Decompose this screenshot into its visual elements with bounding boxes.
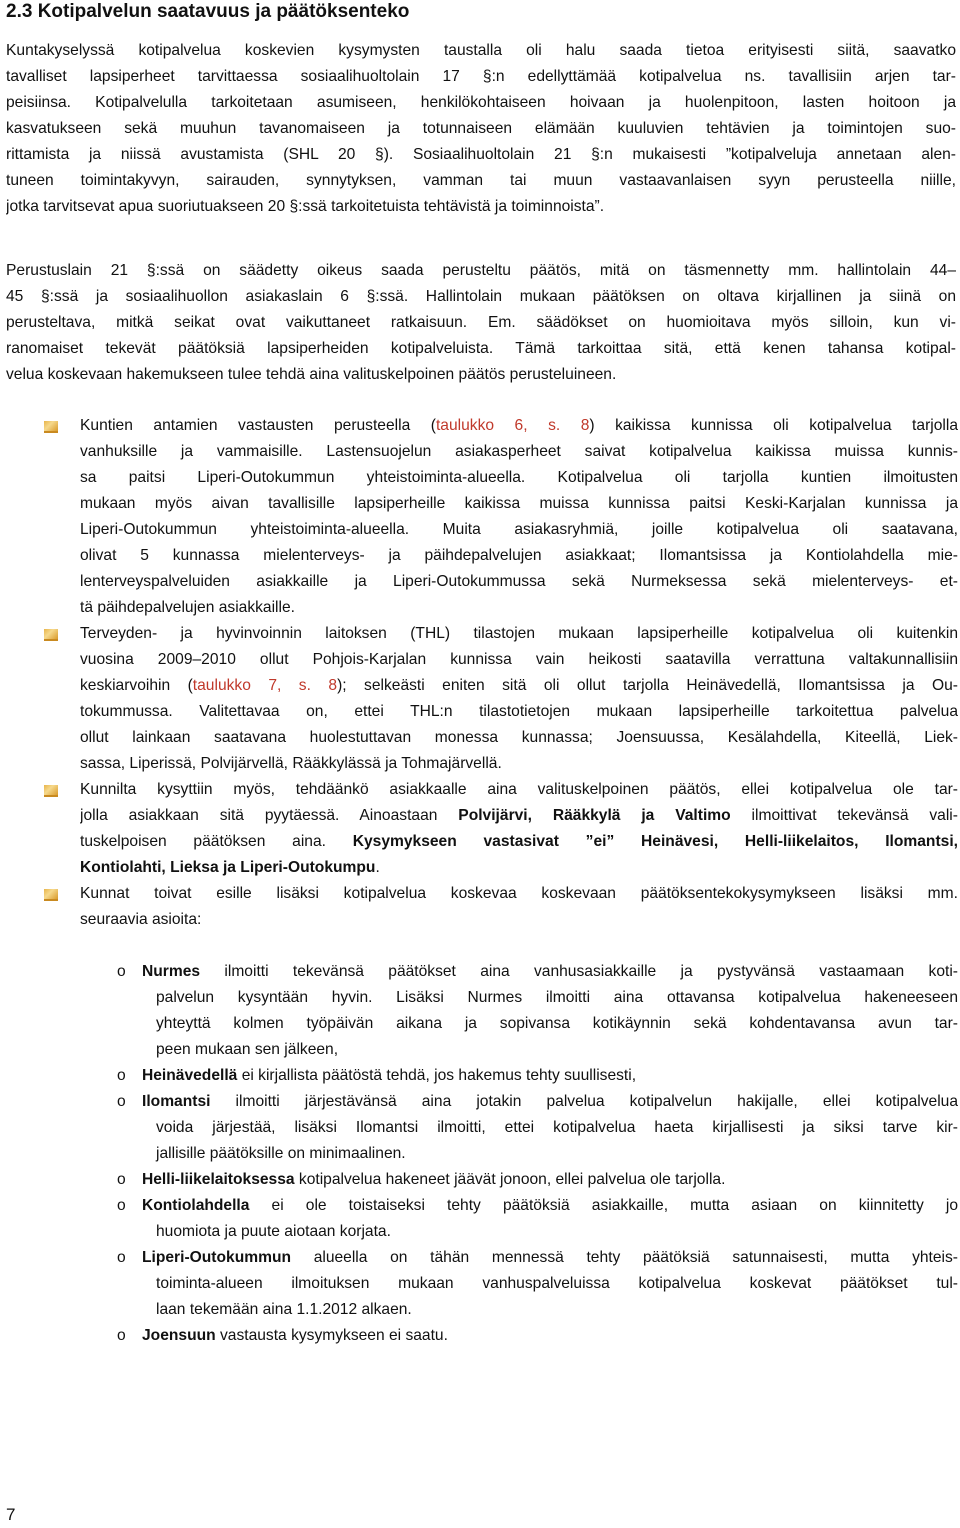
- text-line: [142, 985, 958, 1011]
- list-item-text: alueella on tähän mennessä tehty päätöksiä satunnaisesti, mutta yhteis-: [291, 1249, 958, 1266]
- list-item-text: laan tekemään aina 1.1.2012 alkaen.: [156, 1301, 412, 1318]
- text-line: [80, 413, 958, 439]
- text-line: [6, 284, 956, 310]
- text-line: [80, 829, 958, 855]
- list-item: [142, 1245, 958, 1323]
- text-line: [142, 1193, 958, 1219]
- list-marker: o: [117, 1327, 126, 1344]
- bullet-other-issues: [80, 881, 958, 933]
- list-item-text: ilmoitti järjestävänsä aina jotakin palvelua kotipalvelun hakijalle, ellei kotipalvelua: [210, 1093, 958, 1110]
- text-line: [6, 258, 956, 284]
- text-line: [6, 116, 956, 142]
- text-line: [142, 1141, 958, 1167]
- bullet-1-text: olivat 5 kunnassa mielenterveys- ja päihdepalvelujen asiakkaat; Ilomantsissa ja Kontiolahdella mie-: [80, 547, 958, 564]
- text-line: [80, 881, 958, 907]
- intro-paragraph-line-text: jotka tarvitsevat apua suoriutuakseen 20 §:ssä tarkoitetuista tehtävistä ja toiminnoista”.: [6, 198, 605, 215]
- intro-paragraph-line-text: Kuntakyselyssä kotipalvelua koskevien kysymysten taustalla oli halu saada tietoa erityisesti siitä, saavatko: [6, 42, 956, 59]
- list-item: [142, 959, 958, 1063]
- text-line: [80, 465, 958, 491]
- law-paragraph-line-text: velua koskevaan hakemukseen tulee tehdä aina valituskelpoinen päätös perusteluineen.: [6, 366, 617, 383]
- text-line: [142, 1167, 958, 1193]
- list-item-text: palvelun kysyntään hyvin. Lisäksi Nurmes ilmoitti aina ottavansa kotipalvelua hakeneeseen: [156, 989, 958, 1006]
- bullet-icon: [44, 629, 58, 641]
- list-item-text: peen mukaan sen jälkeen,: [156, 1041, 339, 1058]
- bullet-2-text: ); selkeästi eniten sitä oli ollut tarjolla Heinävedellä, Ilomantsissa ja Ou-: [337, 677, 958, 694]
- bullet-municipal-responses: [80, 413, 958, 621]
- text-line: [80, 777, 958, 803]
- text-line: [142, 1245, 958, 1271]
- text-line: [80, 595, 958, 621]
- list-item-municipality: Joensuun: [142, 1327, 216, 1344]
- bullet-2-text: sassa, Liperissä, Polvijärvellä, Rääkkylässä ja Tohmajärvellä.: [80, 755, 502, 772]
- list-item-municipality: Nurmes: [142, 963, 201, 980]
- bullet-3-text: ilmoittivat tekevänsä vali-: [730, 807, 958, 824]
- bullet-1-text: mukaan myös aivan tavallisille lapsiperheille kaikissa muissa kunnissa paitsi Keski-Karjalan kunnissa ja: [80, 495, 958, 512]
- law-paragraph-line-text: Perustuslain 21 §:ssä on säädetty oikeus saada perusteltu päätös, mitä on täsmennetty mm. hallintolain 44–: [6, 262, 956, 279]
- list-marker: o: [117, 1197, 126, 1214]
- text-line: [142, 1115, 958, 1141]
- bullet-1-text: lenterveyspalveluiden asiakkaille ja Liperi-Outokummussa sekä Nurmeksessa sekä mielenterveys- et-: [80, 573, 958, 590]
- text-line: [6, 38, 956, 64]
- list-item-text: voida järjestää, lisäksi Ilomantsi ilmoitti, ettei kotipalvelua haeta kirjallisesti ja siksi tarve kir-: [156, 1119, 958, 1136]
- bullet-thl-statistics: [80, 621, 958, 777]
- list-item-text: ei ole toistaiseksi tehty päätöksiä asiakkaille, mutta asiaan on kiinnitetty jo: [249, 1197, 958, 1214]
- bold-answered-no: Kysymykseen vastasivat ”ei” Heinävesi, Helli-liikelaitos, Ilomantsi,: [352, 833, 958, 850]
- list-marker: o: [117, 963, 126, 980]
- text-line: [6, 142, 956, 168]
- bullet-2-text: vuosina 2009–2010 ollut Pohjois-Karjalan kunnissa vain heikosti saatavilla verrattuna valtakunnallisiin: [80, 651, 958, 668]
- text-line: [142, 1323, 958, 1349]
- text-line: [142, 1219, 958, 1245]
- page-number: 7: [6, 1505, 16, 1524]
- bold-answered-no: Kontiolahti, Lieksa ja Liperi-Outokumpu: [80, 859, 376, 876]
- intro-paragraph: [6, 38, 956, 220]
- list-item: [142, 1323, 958, 1349]
- text-line: [6, 194, 956, 220]
- intro-paragraph-line-text: tuneen toimintakyvyn, sairauden, synnytyksen, vamman tai muun vastaavanlaisen syyn perusteella niille,: [6, 172, 956, 189]
- list-item-text: toiminta-alueen ilmoituksen mukaan vanhuspalveluissa kotipalvelua koskevat päätökset tul-: [156, 1275, 958, 1292]
- list-marker: o: [117, 1171, 126, 1188]
- text-line: [80, 647, 958, 673]
- bullet-3-text: .: [375, 859, 380, 876]
- text-line: [80, 751, 958, 777]
- text-line: [80, 491, 958, 517]
- text-line: [80, 569, 958, 595]
- list-item-text: ei kirjallista päätöstä tehdä, jos hakemus tehty suullisesti,: [237, 1067, 637, 1084]
- bullet-2-text: Terveyden- ja hyvinvoinnin laitoksen (THL) tilastojen mukaan lapsiperheille kotipalvelua oli kuitenkin: [80, 625, 958, 642]
- bullet-1-text: Liperi-Outokummun yhteistoiminta-alueella. Muita asiakasryhmiä, joille kotipalvelua oli saatavana,: [80, 521, 958, 538]
- bullet-1-text: ) kaikissa kunnissa oli kotipalvelua tarjolla: [589, 417, 958, 434]
- text-line: [6, 64, 956, 90]
- bullet-icon: [44, 889, 58, 901]
- law-paragraph-line-text: perusteltava, mitkä seikat ovat vaikuttaneet ratkaisuun. Em. säädökset on huomioitava myös silloin, kun vi-: [6, 314, 956, 331]
- intro-paragraph-line-text: rittamista ja niissä avustamista (SHL 20 §). Sosiaalihuoltolain 21 §:n mukaisesti ”kotipalveluja annetaan alen-: [6, 146, 956, 163]
- text-line: [80, 699, 958, 725]
- table-6-link[interactable]: taulukko 6, s. 8: [435, 417, 590, 434]
- bold-municipalities: Polvijärvi, Rääkkylä ja Valtimo: [458, 807, 731, 824]
- bullet-3-text: jolla asiakkaan sitä pyytäessä. Ainoastaan: [80, 807, 459, 824]
- intro-paragraph-line-text: peisiinsa. Kotipalvelulla tarkoitetaan asumiseen, henkilökohtaiseen hoivaan ja huolenpitoon, lasten hoitoon ja: [6, 94, 956, 111]
- list-item-municipality: Liperi-Outokummun: [142, 1249, 292, 1266]
- text-line: [142, 1297, 958, 1323]
- text-line: [142, 1063, 958, 1089]
- text-line: [6, 362, 956, 388]
- text-line: [6, 336, 956, 362]
- text-line: [142, 1089, 958, 1115]
- law-paragraph-line-text: 45 §:ssä ja sosiaalihuollon asiakaslain 6 §:ssä. Hallintolain mukaan päätöksen on oltava kirjallinen ja siinä on: [6, 288, 956, 305]
- text-line: [142, 1037, 958, 1063]
- text-line: [80, 517, 958, 543]
- bullet-icon: [44, 785, 58, 797]
- text-line: [80, 439, 958, 465]
- intro-paragraph-line-text: tavalliset lapsiperheet tarvittaessa sosiaalihuoltolain 17 §:n edellyttämää kotipalvelua ns. tavallisiin arjen tar-: [6, 68, 956, 85]
- bullet-2-text: keskiarvoihin (: [80, 677, 193, 694]
- text-line: [142, 1271, 958, 1297]
- list-item-municipality: Ilomantsi: [142, 1093, 211, 1110]
- bullet-3-text: tuskelpoisen päätöksen aina.: [80, 833, 353, 850]
- bullet-appealable-decision: [80, 777, 958, 881]
- list-item-text: ilmoitti tekevänsä päätökset aina vanhusasiakkaille ja pystyvänsä vastaamaan koti-: [200, 963, 958, 980]
- list-marker: o: [117, 1093, 126, 1110]
- text-line: [6, 90, 956, 116]
- list-item: [142, 1089, 958, 1167]
- list-item-text: jallisille päätöksille on minimaalinen.: [156, 1145, 406, 1162]
- list-item: [142, 1193, 958, 1245]
- bullet-icon: [44, 421, 58, 433]
- list-marker: o: [117, 1249, 126, 1266]
- text-line: [142, 959, 958, 985]
- text-line: [80, 855, 958, 881]
- bullet-2-text: tokummussa. Valitettavaa on, ettei THL:n tilastotietojen mukaan lapsiperheille tarkoitettua palvelua: [80, 703, 958, 720]
- bullet-1-text: Kuntien antamien vastausten perusteella (: [80, 417, 436, 434]
- bullet-3-text: Kunnilta kysyttiin myös, tehdäänkö asiakkaalle aina valituskelpoinen päätös, ellei kotipalvelua ole tar-: [80, 781, 958, 798]
- bullet-1-text: tä päihdepalvelujen asiakkaille.: [80, 599, 295, 616]
- list-item-text: vastausta kysymykseen ei saatu.: [215, 1327, 448, 1344]
- section-heading: 2.3 Kotipalvelun saatavuus ja päätöksenteko: [6, 1, 410, 22]
- text-line: [80, 543, 958, 569]
- list-item-municipality: Kontiolahdella: [142, 1197, 250, 1214]
- text-line: [6, 168, 956, 194]
- intro-paragraph-line-text: kasvatukseen sekä muuhun tavanomaiseen ja totunnaiseen elämään kuuluvien tehtävien ja toimintojen suo-: [6, 120, 956, 137]
- text-line: [80, 907, 958, 933]
- bullet-1-text: sa paitsi Liperi-Outokummun yhteistoiminta-alueella. Kotipalvelua oli tarjolla kuntien ilmoitusten: [80, 469, 958, 486]
- text-line: [80, 803, 958, 829]
- list-marker: o: [117, 1067, 126, 1084]
- text-line: [80, 621, 958, 647]
- list-item: [142, 1167, 958, 1193]
- list-item-municipality: Heinävedellä: [142, 1067, 238, 1084]
- bullet-2-text: ollut lainkaan saatavana huolestuttavan monessa kunnassa; Joensuussa, Kesälahdella, Kiteellä, Liek-: [80, 729, 958, 746]
- list-item-municipality: Helli-liikelaitoksessa: [142, 1171, 295, 1188]
- list-item-text: huomiota ja puute aiotaan korjata.: [156, 1223, 391, 1240]
- table-7-link[interactable]: taulukko 7, s. 8: [192, 677, 338, 694]
- list-item-text: yhteyttä kolmen työpäivän aikana ja sopivansa kotikäynnin sekä kohdentavansa avun tar-: [156, 1015, 958, 1032]
- bullet-4-line-text: Kunnat toivat esille lisäksi kotipalvelua koskevaa koskevaan päätöksentekokysymykseen lisäksi mm.: [80, 885, 958, 902]
- text-line: [80, 725, 958, 751]
- bullet-4-line-text: seuraavia asioita:: [80, 911, 202, 928]
- list-item-text: kotipalvelua hakeneet jäävät jonoon, ellei palvelua ole tarjolla.: [294, 1171, 726, 1188]
- bullet-1-text: vanhuksille ja vammaisille. Lastensuojelun asiakasperheet saivat kotipalvelua kaikissa muissa kunnis-: [80, 443, 958, 460]
- law-paragraph-line-text: ranomaiset tekevät päätöksiä lapsiperheiden kotipalveluista. Tämä tarkoittaa sitä, että kenen tahansa kotipal-: [6, 340, 956, 357]
- text-line: [142, 1011, 958, 1037]
- text-line: [6, 310, 956, 336]
- list-item: [142, 1063, 958, 1089]
- text-line: [80, 673, 958, 699]
- law-paragraph: [6, 258, 956, 388]
